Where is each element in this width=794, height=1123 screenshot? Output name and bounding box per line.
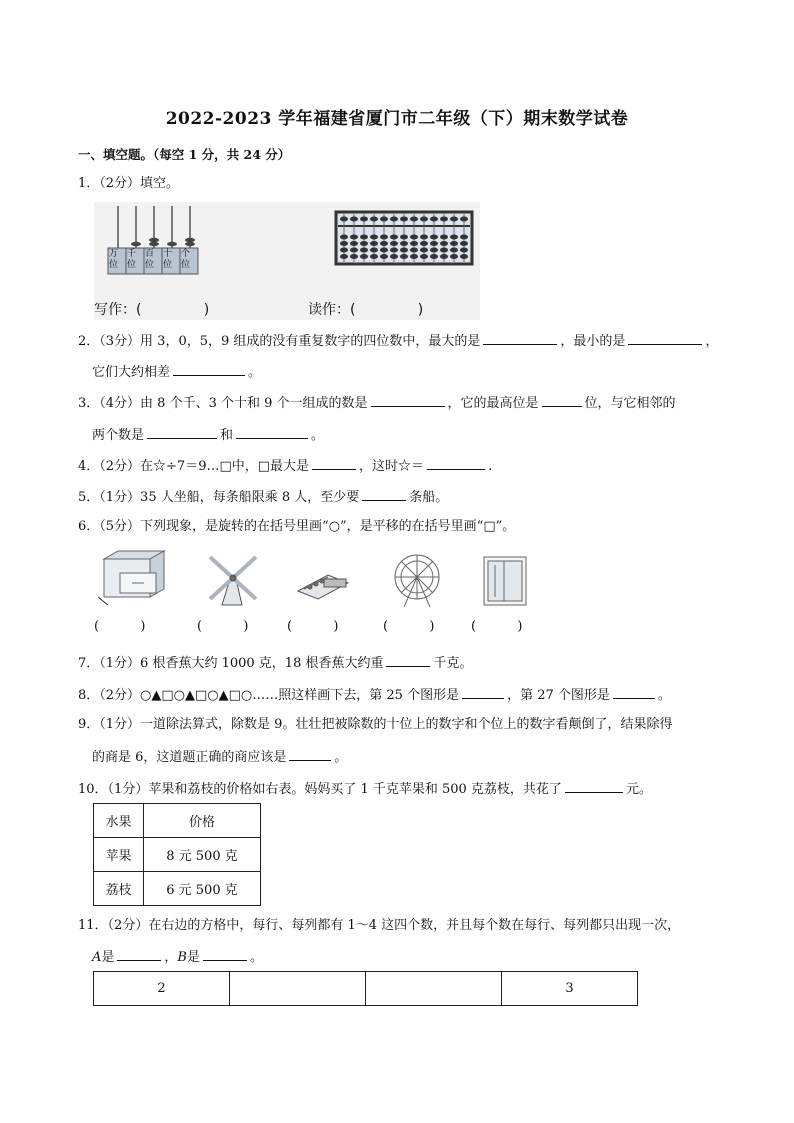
q2-text: 2．（3分）用 3，0，5，9 组成的没有重复数字的四位数中，最大的是 [78, 334, 481, 349]
place-label: 十 位 [163, 249, 173, 270]
table-row [94, 838, 261, 872]
answer-blank[interactable] [542, 393, 582, 407]
question-10 [78, 779, 652, 799]
question-9: 9．（1分）一道除法算式，除数是 9。壮壮把被除数的十位上的数字和个位上的数字看颠倒了，结果除得 [78, 717, 673, 732]
q2-text: 。 [248, 365, 262, 380]
answer-blank[interactable] [173, 362, 245, 376]
grid-cell: 3 [502, 972, 638, 1006]
q4-text: ，这时☆＝ [359, 459, 425, 474]
table-header: 水果 [94, 804, 144, 838]
windmill-picture [210, 557, 256, 605]
q11-text: 是 [186, 950, 200, 965]
question-11-line2: A是 ，B是 。 [92, 947, 263, 967]
table-header: 价格 [144, 804, 261, 838]
question-2 [78, 331, 718, 351]
price-table [93, 803, 261, 906]
number-grid [93, 971, 638, 1006]
q2-text: ，最小的是 [560, 334, 626, 349]
q2-text: ， [705, 334, 719, 349]
grid-cell[interactable] [366, 972, 502, 1006]
q2-text: 它们大约相差 [92, 365, 171, 380]
drawer-picture [98, 551, 164, 605]
question-1: 1．（2分）填空。 [78, 176, 180, 191]
grid-cell[interactable] [230, 972, 366, 1006]
q4-text: 4．（2分）在☆÷7＝9…□中，□最大是 [78, 459, 310, 474]
read-label: 读作：( ) [308, 302, 424, 318]
q5-text: 条船。 [409, 490, 449, 505]
answer-blank[interactable] [613, 685, 655, 699]
variable-b: B [177, 950, 187, 965]
question-9-line2 [92, 747, 347, 767]
answer-blank[interactable] [386, 653, 430, 667]
q11-text: 是 [101, 950, 115, 965]
q9-text: 的商是 6，这道题正确的商应该是 [92, 750, 287, 765]
question-11: 11．（2分）在右边的方格中，每行、每列都有 1～4 这四个数，并且每个数在每行、每列都只出现一次， [78, 918, 681, 933]
q3-text: 和 [220, 428, 234, 443]
grid-cell: 2 [94, 972, 230, 1006]
q10-text: 元。 [625, 782, 652, 797]
table-header-row [94, 804, 261, 838]
write-label: 写作：( ) [94, 302, 210, 318]
q7-text: 千克。 [433, 656, 473, 671]
answer-blank[interactable] [371, 393, 445, 407]
answer-blank[interactable] [483, 331, 557, 345]
question-5 [78, 487, 448, 507]
abacus-figure [334, 210, 474, 266]
grid-row [94, 972, 638, 1006]
q3-text: ，它的最高位是 [447, 396, 539, 411]
q3-text: 3．（4分）由 8 个千、3 个十和 9 个一组成的数是 [78, 396, 368, 411]
q3-text: 两个数是 [92, 428, 145, 443]
answer-blank[interactable] [462, 685, 504, 699]
answer-parenthesis[interactable]: ( ) [287, 619, 339, 634]
place-label: 个 位 [181, 249, 191, 270]
table-cell: 8 元 500 克 [144, 838, 261, 872]
table-cell: 6 元 500 克 [144, 872, 261, 906]
answer-blank[interactable] [312, 456, 356, 470]
q9-text: 。 [334, 750, 348, 765]
table-cell: 荔枝 [94, 872, 144, 906]
q3-text: 。 [311, 428, 325, 443]
page-title: 2022-2023 学年福建省厦门市二年级（下）期末数学试卷 [165, 109, 629, 129]
q3-text: 位，与它相邻的 [584, 396, 676, 411]
answer-blank[interactable] [203, 947, 247, 961]
ferris-wheel-picture [395, 555, 439, 607]
slider-toy-picture [298, 575, 348, 599]
place-label: 千 位 [127, 249, 137, 270]
answer-blank[interactable] [565, 779, 623, 793]
sliding-window-picture [484, 557, 526, 605]
variable-a: A [92, 950, 102, 965]
question-6: 6．（5分）下列现象，是旋转的在括号里画“○”，是平移的在括号里画“□”。 [78, 519, 516, 534]
answer-blank[interactable] [427, 456, 485, 470]
q7-text: 7．（1分）6 根香蕉大约 1000 克，18 根香蕉大约重 [78, 656, 384, 671]
q8-text: 8．（2分）○▲□○▲□○▲□○……照这样画下去，第 25 个图形是 [78, 688, 460, 703]
q8-text: ，第 27 个图形是 [507, 688, 610, 703]
answer-blank[interactable] [147, 425, 217, 439]
answer-blank[interactable] [236, 425, 308, 439]
table-row [94, 872, 261, 906]
question-2-line2 [92, 362, 261, 382]
answer-parenthesis[interactable]: ( ) [471, 619, 523, 634]
q4-text: . [488, 459, 493, 474]
question-7 [78, 653, 472, 673]
question-3-line2 [92, 425, 324, 445]
answer-blank[interactable] [628, 331, 702, 345]
q11-text: 。 [250, 950, 264, 965]
q8-text: 。 [657, 688, 671, 703]
answer-parenthesis[interactable]: ( ) [94, 619, 146, 634]
answer-parenthesis[interactable]: ( ) [383, 619, 435, 634]
question-8 [78, 685, 671, 705]
question-3 [78, 393, 676, 413]
answer-blank[interactable] [289, 747, 331, 761]
q6-pictures [92, 549, 544, 611]
q10-text: 10．（1分）苹果和荔枝的价格如右表。妈妈买了 1 千克苹果和 500 克荔枝，共花了 [78, 782, 562, 797]
question-4 [78, 456, 492, 476]
place-label: 百 位 [145, 249, 155, 270]
section-heading: 一、填空题。（每空 1 分，共 24 分） [78, 147, 291, 162]
answer-blank[interactable] [117, 947, 161, 961]
q5-text: 5．（1分）35 人坐船，每条船限乘 8 人，至少要 [78, 490, 360, 505]
table-cell: 苹果 [94, 838, 144, 872]
answer-parenthesis[interactable]: ( ) [197, 619, 249, 634]
answer-blank[interactable] [362, 487, 406, 501]
place-label: 万 位 [109, 249, 119, 270]
